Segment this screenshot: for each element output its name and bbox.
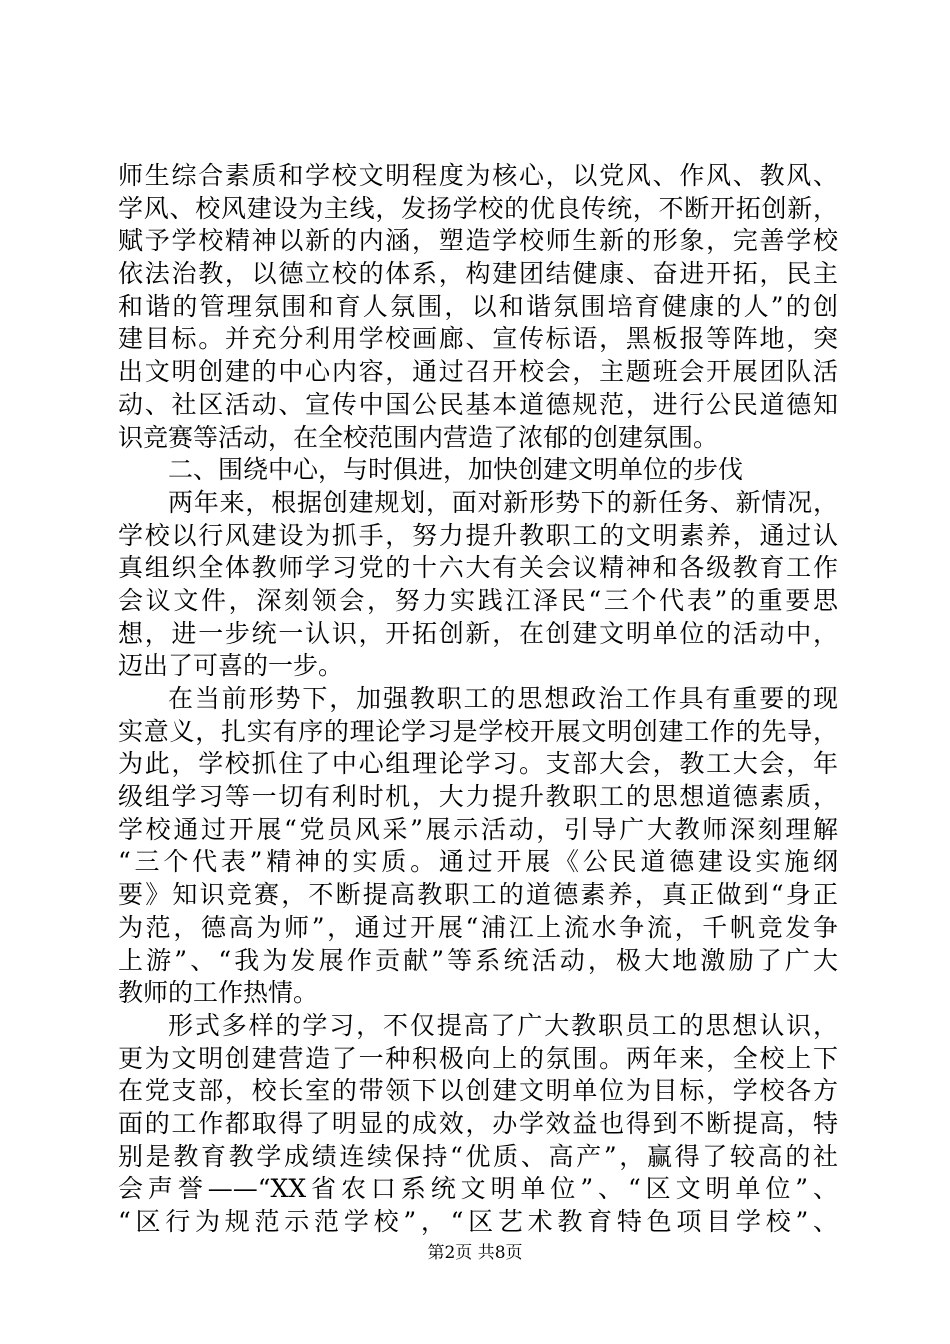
paragraph [118, 160, 838, 454]
text-line: 级组学习等一切有利时机，大力提升教职工的思想道德素质， [118, 782, 838, 812]
text-line: 学校通过开展“党员风采”展示活动，引导广大教师深刻理解 [118, 814, 838, 844]
text-line: 想，进一步统一认识，开拓创新，在创建文明单位的活动中， [118, 618, 838, 648]
text-line: 面的工作都取得了明显的成效，办学效益也得到不断提高，特 [118, 1108, 838, 1138]
text-line: 上游”、“我为发展作贡献”等系统活动，极大地激励了广大 [118, 945, 838, 975]
text-line: 在当前形势下，加强教职工的思想政治工作具有重要的现 [168, 684, 838, 713]
text-line: 别是教育教学成绩连续保持“优质、高产”，赢得了较高的社 [118, 1141, 838, 1171]
text-line: 教师的工作热情。 [118, 978, 319, 1008]
text-line: 赋予学校精神以新的内涵，塑造学校师生新的形象，完善学校 [118, 226, 838, 256]
text-line: 和谐的管理氛围和育人氛围，以和谐氛围培育健康的人”的创 [118, 291, 838, 321]
paragraph [118, 683, 838, 1010]
text-line: 学校以行风建设为抓手，努力提升教职工的文明素养，通过认 [118, 520, 838, 550]
text-line: 为范，德高为师”，通过开展“浦江上流水争流，千帆竞发争 [118, 912, 838, 942]
text-line: 实意义，扎实有序的理论学习是学校开展文明创建工作的先导， [118, 716, 838, 746]
text-line: 在党支部，校长室的带领下以创建文明单位为目标，学校各方 [118, 1076, 838, 1106]
body-text [118, 160, 838, 1239]
text-line: 识竞赛等活动，在全校范围内营造了浓郁的创建氛围。 [118, 422, 719, 452]
text-line: 会声誉——“XX省农口系统文明单位”、“区文明单位”、 [118, 1174, 838, 1204]
text-line: 为此，学校抓住了中心组理论学习。支部大会，教工大会，年 [118, 749, 838, 779]
text-line: 更为文明创建营造了一种积极向上的氛围。两年来，全校上下 [118, 1043, 838, 1073]
paragraph [118, 1010, 838, 1239]
heading-line: 二、围绕中心，与时俱进，加快创建文明单位的步伐 [168, 455, 744, 485]
section-heading [118, 454, 838, 487]
text-line: 真组织全体教师学习党的十六大有关会议精神和各级教育工作 [118, 553, 838, 583]
text-line: 迈出了可喜的一步。 [118, 651, 344, 681]
text-line: “区行为规范示范学校”，“区艺术教育特色项目学校”、 [118, 1207, 838, 1236]
text-line: 要》知识竞赛，不断提高教职工的道德素养，真正做到“身正 [118, 880, 838, 910]
text-line: 依法治教，以德立校的体系，构建团结健康、奋进开拓，民主 [118, 259, 838, 289]
page-number: 第2页 共8页 [427, 1243, 523, 1263]
text-line: 出文明创建的中心内容，通过召开校会，主题班会开展团队活 [118, 357, 838, 387]
text-line: 学风、校风建设为主线，发扬学校的优良传统，不断开拓创新， [118, 193, 838, 223]
text-line: 两年来，根据创建规划，面对新形势下的新任务、新情况， [168, 487, 838, 517]
text-line: 动、社区活动、宣传中国公民基本道德规范，进行公民道德知 [118, 389, 838, 419]
text-line: 师生综合素质和学校文明程度为核心，以党风、作风、教风、 [118, 161, 838, 190]
text-line: 会议文件，深刻领会，努力实践江泽民“三个代表”的重要思 [118, 585, 838, 615]
text-line: 形式多样的学习，不仅提高了广大教职员工的思想认识， [168, 1010, 838, 1040]
paragraph [118, 487, 838, 683]
text-line: 建目标。并充分利用学校画廊、宣传标语，黑板报等阵地，突 [118, 324, 838, 354]
text-line: “三个代表”精神的实质。通过开展《公民道德建设实施纲 [118, 847, 838, 877]
